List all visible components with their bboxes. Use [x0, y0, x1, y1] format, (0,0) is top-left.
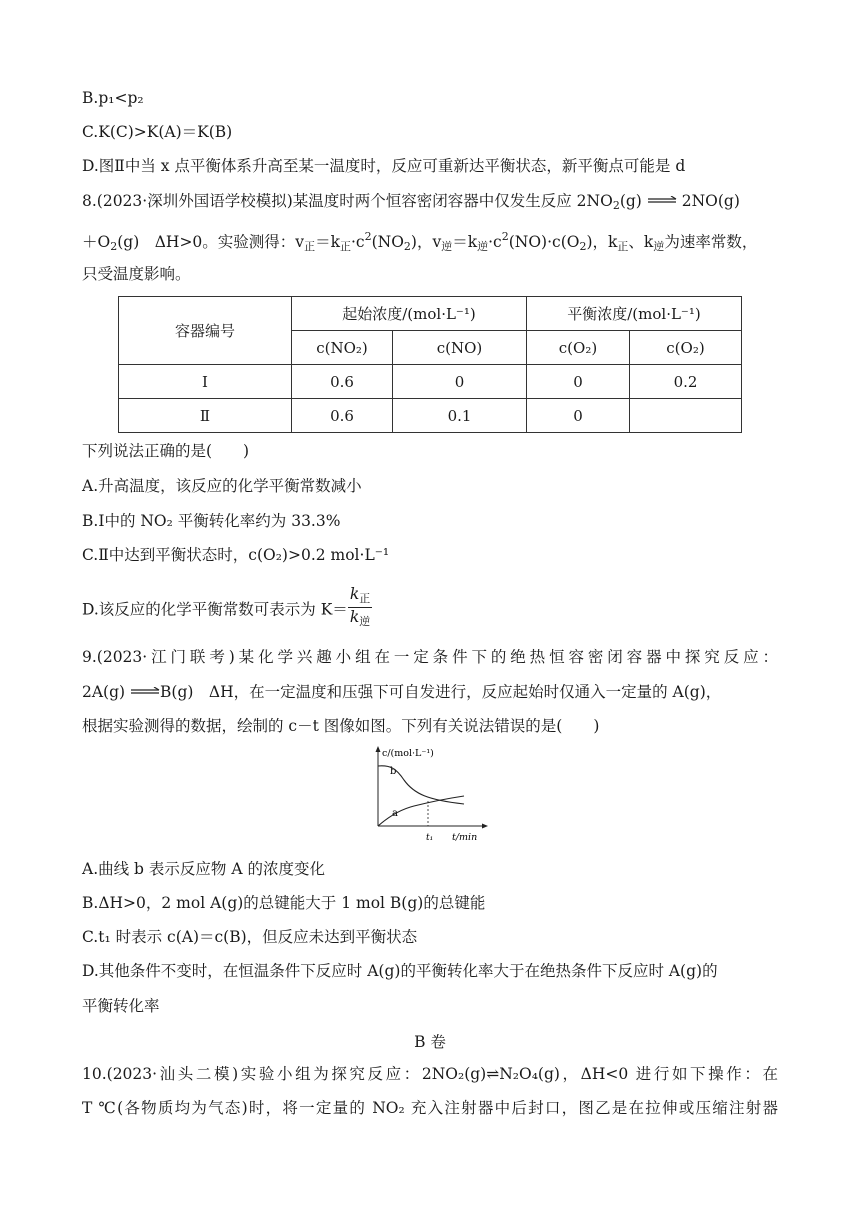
- q8-line2: $+O_2(g)$ ΔH>0。实验测得：$v_正=k_正\cdot c^2(NO_2)$，$v_逆=k_逆\cdot c^2(NO)\cdot c(O_2)$，$k_正$、$k_逆$为速率常数，: [82, 230, 758, 253]
- row-label: Ⅱ: [119, 399, 292, 433]
- q9-option-a: A.曲线 b 表示反应物 A 的浓度变化: [82, 860, 325, 878]
- table-cell: 0.6: [292, 365, 393, 399]
- table-cell: 0: [393, 365, 527, 399]
- q8-line1: 8.(2023·深圳外国语学校模拟)某温度时两个恒容密闭容器中仅发生反应 $2NO_2(g)$ 2NO(g): [82, 192, 740, 212]
- table-row: [119, 399, 742, 433]
- x-axis-label: t/min: [452, 832, 478, 842]
- curve-b-label: b: [390, 766, 397, 777]
- q8-line3: 只受温度影响。: [82, 265, 191, 283]
- x-axis-arrow-icon: [482, 824, 488, 829]
- row-label: Ⅰ: [119, 365, 292, 399]
- equilibrium-arrow-icon: [130, 687, 160, 695]
- section-heading: B 卷: [414, 1033, 446, 1051]
- q10-line1: 10.(2023·汕头二模)实验小组为探究反应：2NO₂(g)⇌N₂O₄(g)，ΔH<0 进行如下操作：在: [82, 1065, 778, 1083]
- table-cell: 0: [527, 399, 630, 433]
- q9-option-c: C.t₁ 时表示 c(A)＝c(B)，但反应未达到平衡状态: [82, 928, 418, 946]
- q9-option-d-line1: D.其他条件不变时，在恒温条件下反应时 A(g)的平衡转化率大于在绝热条件下反应时 A(g)的: [82, 962, 718, 980]
- subheader-cell: c(O₂): [630, 331, 742, 365]
- q8-option-a: A.升高温度，该反应的化学平衡常数减小: [82, 477, 362, 495]
- q8-option-b: B.Ⅰ中的 NO₂ 平衡转化率约为 33.3%: [82, 512, 341, 530]
- option-b-prev: B.p₁<p₂: [82, 89, 144, 107]
- option-d-prev: D.图Ⅱ中当 x 点平衡体系升高至某一温度时，反应可重新达平衡状态，新平衡点可能是 d: [82, 157, 686, 175]
- curve-a-label: a: [392, 808, 398, 819]
- table-cell: [630, 399, 742, 433]
- header-equilibrium-conc: 平衡浓度/(mol·L⁻¹): [527, 297, 742, 331]
- q9-option-d-line2: 平衡转化率: [82, 997, 160, 1015]
- k-ratio-fraction: $\frac{k_正}{k_逆}$: [349, 585, 371, 628]
- q8-option-d: D.该反应的化学平衡常数可表示为 K＝ $\frac{k_正}{k_逆}$: [82, 588, 372, 633]
- header-initial-conc: 起始浓度/(mol·L⁻¹): [292, 297, 527, 331]
- y-axis-label: c/(mol·L⁻¹): [382, 748, 434, 759]
- table-cell: 0.1: [393, 399, 527, 433]
- table-cell: 0.6: [292, 399, 393, 433]
- y-axis-arrow-icon: [376, 746, 381, 752]
- q8-option-c: C.Ⅱ中达到平衡状态时，c(O₂)>0.2 mol·L⁻¹: [82, 546, 390, 564]
- table-cell: 0.2: [630, 365, 742, 399]
- concentration-time-graph: [368, 744, 494, 842]
- q9-line2: 2A(g) B(g) ΔH，在一定温度和压强下可自发进行，反应起始时仅通入一定量的 A(g)，: [82, 683, 722, 701]
- option-c-prev: C.K(C)>K(A)＝K(B): [82, 123, 233, 141]
- table-cell: 0: [527, 365, 630, 399]
- equilibrium-arrow-icon: [647, 196, 677, 204]
- header-container-id: 容器编号: [119, 297, 292, 365]
- concentration-table: [118, 296, 742, 433]
- table-row: [119, 365, 742, 399]
- q9-line1: 9.(2023·江门联考)某化学兴趣小组在一定条件下的绝热恒容密闭容器中探究反应：: [82, 648, 778, 666]
- subheader-cell: c(NO): [393, 331, 527, 365]
- q8-stem: 下列说法正确的是( ): [82, 442, 250, 460]
- q9-line3: 根据实验测得的数据，绘制的 c－t 图像如图。下列有关说法错误的是( ): [82, 717, 600, 735]
- q10-line2: T ℃(各物质均为气态)时，将一定量的 NO₂ 充入注射器中后封口，图乙是在拉伸或压缩注射器: [82, 1099, 778, 1117]
- q9-option-b: B.ΔH>0，2 mol A(g)的总键能大于 1 mol B(g)的总键能: [82, 894, 486, 912]
- t1-tick-label: t₁: [426, 833, 434, 842]
- curve-a: [378, 796, 464, 826]
- subheader-cell: c(NO₂): [292, 331, 393, 365]
- subheader-cell: c(O₂): [527, 331, 630, 365]
